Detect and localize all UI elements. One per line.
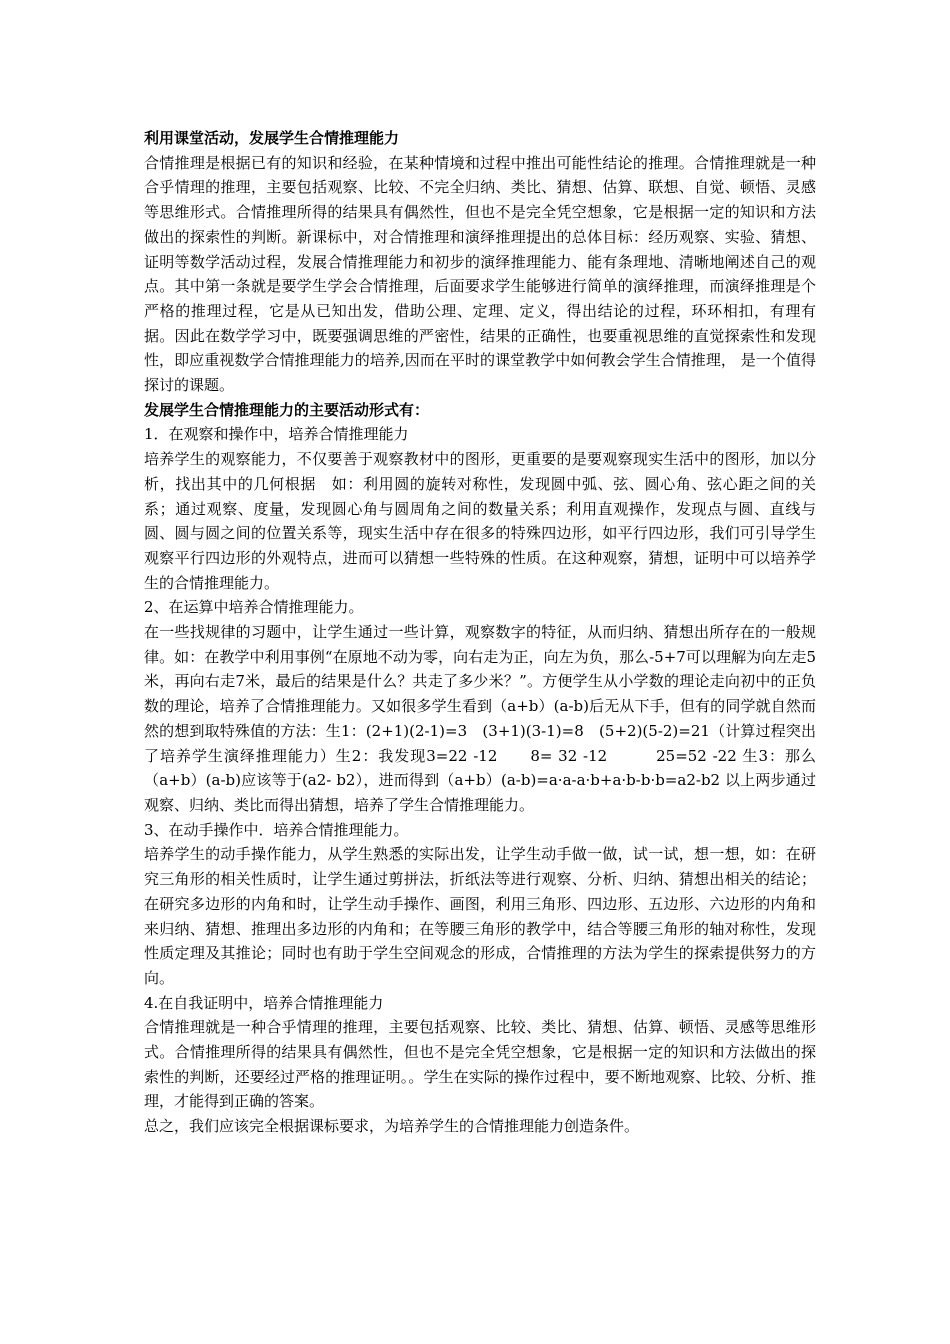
section-2-heading: 2、在运算中培养合情推理能力。 xyxy=(144,598,364,617)
document-body xyxy=(144,126,816,1139)
conclusion-paragraph: 总之，我们应该完全根据课标要求，为培养学生的合情推理能力创造条件。 xyxy=(144,1117,640,1136)
section-4-paragraph: 合情推理就是一种合乎情理的推理，主要包括观察、比较、类比、猜想、估算、顿悟、灵感等思维形式。合情推理所得的结果具有偶然性，但也不是完全凭空想象，它是根据一定的知识和方法做出的探索性的判断，还要经过严格的推理证明。。学生在实际的操作过程中，要不断地观察、比较、分析、推理，才能得到正确的答案。 xyxy=(144,1018,816,1111)
section-2-paragraph: 在一些找规律的习题中，让学生通过一些计算，观察数字的特征，从而归纳、猜想出所存在的一般规律。如：在教学中利用事例“在原地不动为零，向右走为正，向左为负，那么-5+7可以理解为向左走5米，再向右走7米，最后的结果是什么？共走了多少米？”。方便学生从小学数的理论走向初中的正负数的理论，培养了合情推理能力。又如很多学生看到（a+b）(a-b)后无从下手，但有的同学就自然而然的想到取特殊值的方法：生1：(2+1)(2-1)=3 (3+1)(3-1)=8 (5+2)(5-2)=21（计算过程突出了培养学生演绎推理能力）生2：我发现3=22 -12 8= 32 -12 25=52 -22 生3：那么（a+b）(a-b)应该等于(a2- b2），进而得到（a+b）(a-b)=a·a-a·b+a·b-b·b=a2-b2 以上两步通过观察、归纳、类比而得出猜想，培养了学生合情推理能力。 xyxy=(144,623,816,814)
section-3-heading: 3、在动手操作中．培养合情推理能力。 xyxy=(144,820,409,839)
section-3-paragraph: 培养学生的动手操作能力，从学生熟悉的实际出发，让学生动手做一做，试一试，想一想，如：在研究三角形的相关性质时，让学生通过剪拼法，折纸法等进行观察、分析、归纳、猜想出相关的结论；在研究多边形的内角和时，让学生动手操作、画图，利用三角形、四边形、五边形、六边形的内角和来归纳、猜想、推理出多边形的内角和；在等腰三角形的教学中，结合等腰三角形的轴对称性，发现性质定理及其推论；同时也有助于学生空间观念的形成，合情推理的方法为学生的探索提供努力的方向。 xyxy=(144,845,816,987)
section-list-heading: 发展学生合情推理能力的主要活动形式有： xyxy=(144,400,430,419)
section-1-paragraph: 培养学生的观察能力，不仅要善于观察教材中的图形，更重要的是要观察现实生活中的图形，加以分析，找出其中的几何根据 如：利用圆的旋转对称性，发现圆中弧、弦、圆心角、弦心距之间的关系；通过观察、度量，发现圆心角与圆周角之间的数量关系；利用直观操作，发现点与圆、直线与圆、圆与圆之间的位置关系等，现实生活中存在很多的特殊四边形，如平行四边形，我们可引导学生观察平行四边形的外观特点，进而可以猜想一些特殊的性质。在这种观察，猜想，证明中可以培养学生的合情推理能力。 xyxy=(144,450,816,592)
section-4-heading: 4.在自我证明中，培养合情推理能力 xyxy=(144,993,384,1012)
section-1-heading: 1．在观察和操作中，培养合情推理能力 xyxy=(144,425,409,444)
intro-paragraph: 合情推理是根据已有的知识和经验，在某种情境和过程中推出可能性结论的推理。合情推理就是一种合乎情理的推理，主要包括观察、比较、不完全归纳、类比、猜想、估算、联想、自觉、顿悟、灵感等思维形式。合情推理所得的结果具有偶然性，但也不是完全凭空想象，它是根据一定的知识和方法做出的探索性的判断。新课标中，对合情推理和演绎推理提出的总体目标：经历观察、实验、猜想、证明等数学活动过程，发展合情推理能力和初步的演绎推理能力、能有条理地、清晰地阐述自己的观点。其中第一条就是要学生学会合情推理，后面要求学生能够进行简单的演绎推理，而演绎推理是个严格的推理过程，它是从已知出发，借助公理、定理、定义，得出结论的过程，环环相扣，有理有据。因此在数学学习中，既要强调思维的严密性，结果的正确性，也要重视思维的直觉探索性和发现性，即应重视数学合情推理能力的培养,因而在平时的课堂教学中如何教会学生合情推理， 是一个值得探讨的课题。 xyxy=(144,153,816,395)
document-title: 利用课堂活动，发展学生合情推理能力 xyxy=(144,129,400,147)
